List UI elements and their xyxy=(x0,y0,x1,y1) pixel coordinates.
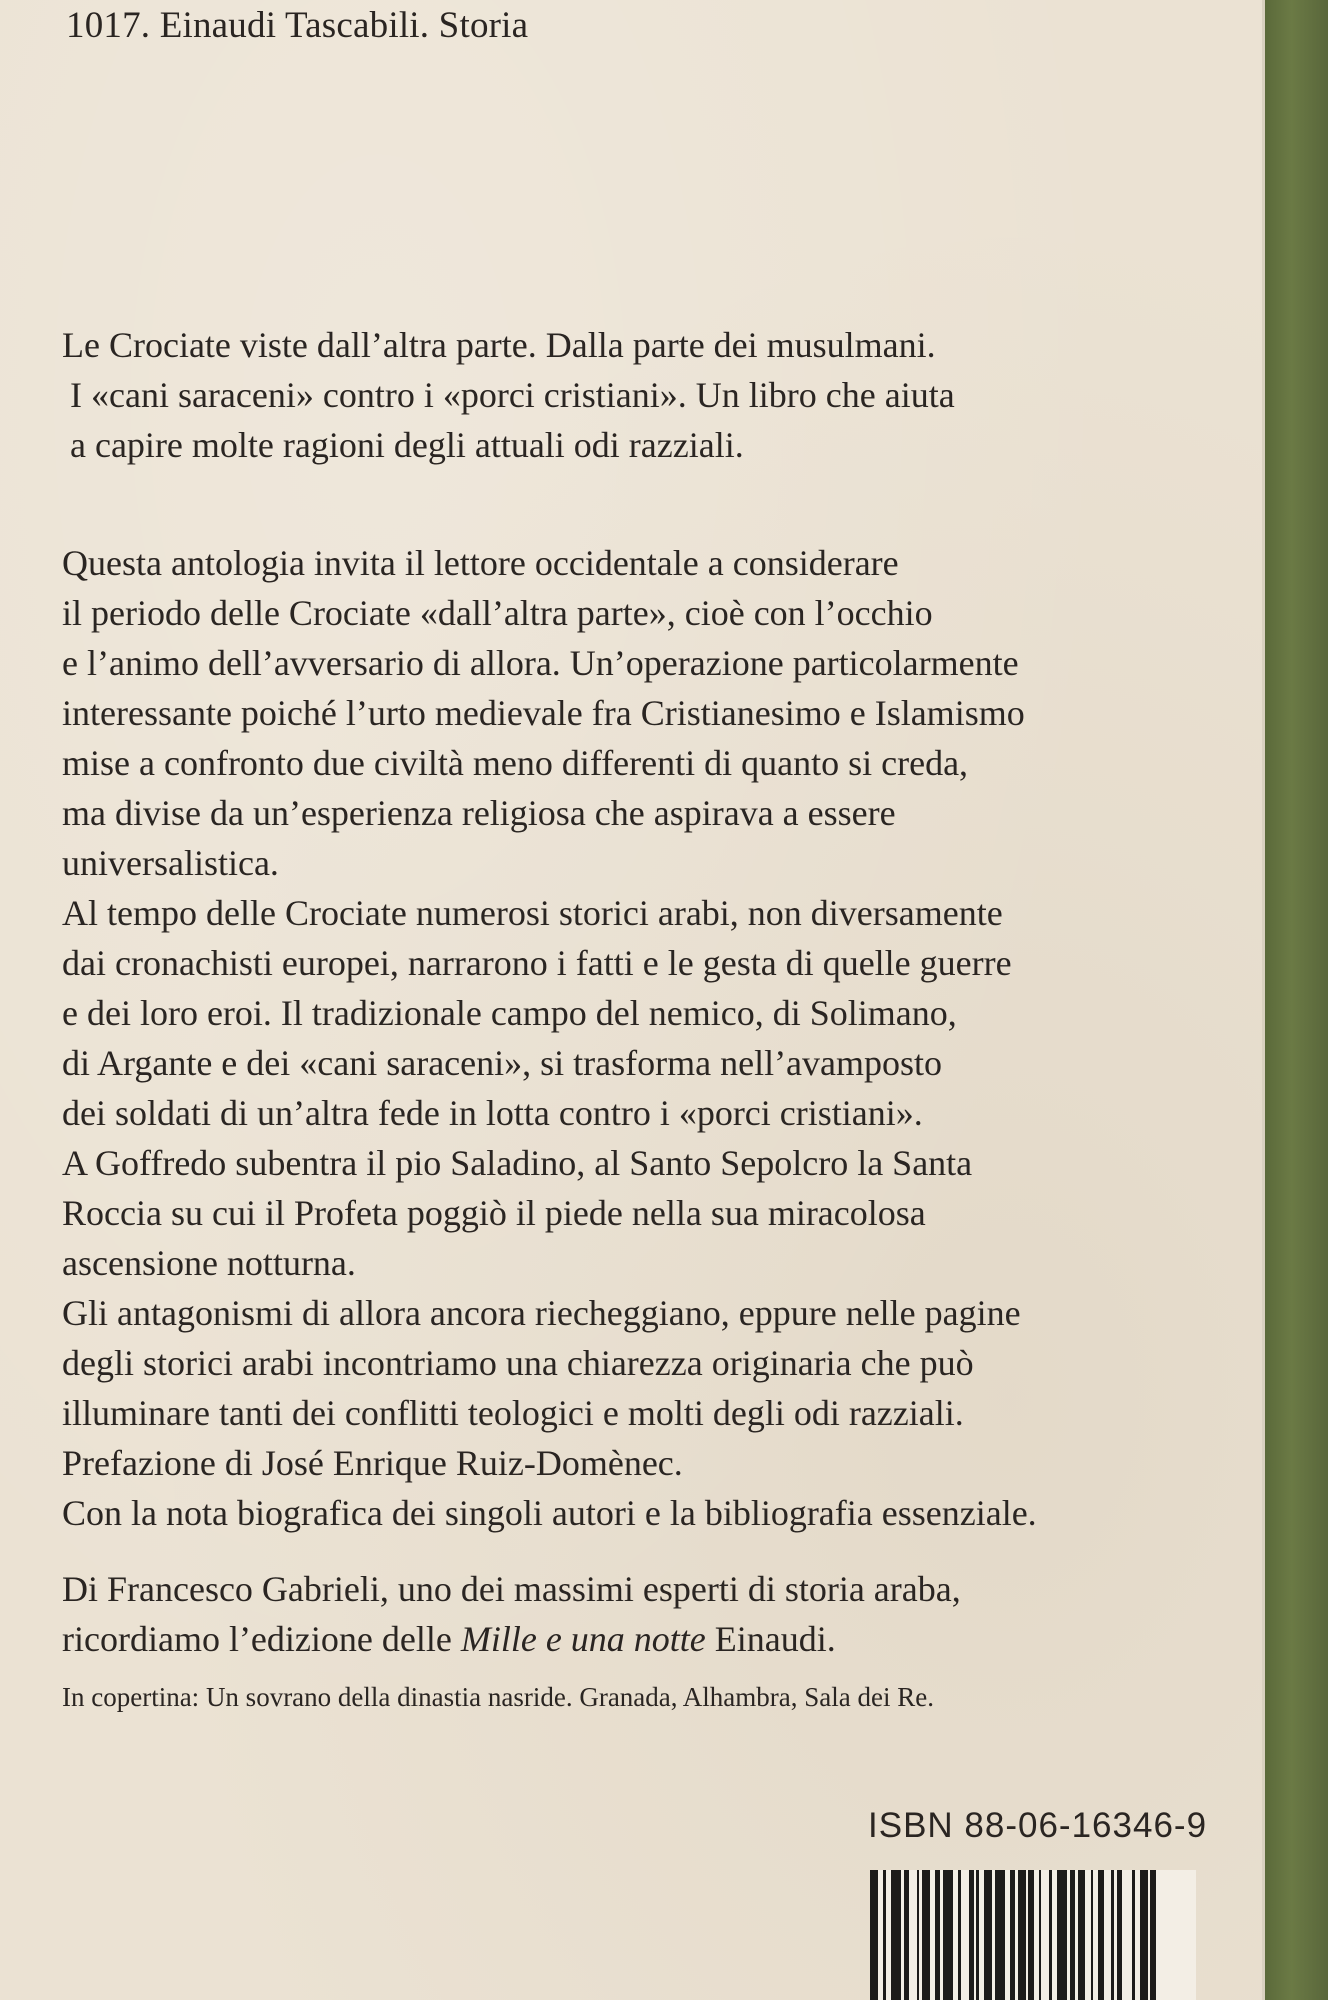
blurb-body xyxy=(62,538,1242,1538)
author-note-text: Einaudi. xyxy=(705,1619,836,1659)
body-line: Gli antagonismi di allora ancora riecheggiano, eppure nelle pagine xyxy=(62,1293,1021,1333)
barcode-gap xyxy=(1104,1870,1112,2000)
body-line: degli storici arabi incontriamo una chiarezza originaria che può xyxy=(62,1343,974,1383)
barcode-bar xyxy=(943,1870,953,2000)
barcode-bar xyxy=(995,1870,1005,2000)
barcode xyxy=(870,1870,1196,2000)
barcode-gap xyxy=(1122,1870,1132,2000)
barcode-gap xyxy=(909,1870,917,2000)
body-line: dei soldati di un’altra fede in lotta contro i «porci cristiani». xyxy=(62,1093,923,1133)
spine-edge xyxy=(1262,0,1328,2000)
body-line: di Argante e dei «cani saraceni», si trasforma nell’avamposto xyxy=(62,1043,943,1083)
isbn-label: ISBN 88-06-16346-9 xyxy=(868,1806,1208,1845)
barcode-bar xyxy=(1018,1870,1026,2000)
barcode-bar xyxy=(1140,1870,1148,2000)
body-line: A Goffredo subentra il pio Saladino, al Santo Sepolcro la Santa xyxy=(62,1143,973,1183)
series-title: 1017. Einaudi Tascabili. Storia xyxy=(66,5,529,46)
intro-line: Le Crociate viste dall’altra parte. Dalla parte dei musulmani. xyxy=(62,325,936,365)
barcode-bar xyxy=(1078,1870,1086,2000)
body-line: e l’animo dell’avversario di allora. Un’operazione particolarmente xyxy=(62,643,1019,683)
body-line: Al tempo delle Crociate numerosi storici arabi, non diversamente xyxy=(62,893,1003,933)
body-line: Prefazione di José Enrique Ruiz-Domènec. xyxy=(62,1443,683,1483)
author-note-line xyxy=(62,1614,1242,1664)
body-line: Con la nota biografica dei singoli autori e la bibliografia essenziale. xyxy=(62,1493,1037,1533)
barcode-bar xyxy=(870,1870,878,2000)
author-note-text: ricordiamo l’edizione delle xyxy=(62,1619,461,1659)
barcode-bar xyxy=(1057,1870,1067,2000)
body-line: universalistica. xyxy=(62,843,279,883)
barcode-bar xyxy=(984,1870,992,2000)
barcode-bar xyxy=(922,1870,930,2000)
body-line: mise a confronto due civiltà meno differenti di quanto si creda, xyxy=(62,743,969,783)
book-title-italic: Mille e una notte xyxy=(460,1619,706,1659)
barcode-gap xyxy=(961,1870,969,2000)
body-line: ascensione notturna. xyxy=(62,1243,356,1283)
body-line: interessante poiché l’urto medievale fra Cristianesimo e Islamismo xyxy=(62,693,1025,733)
body-line: e dei loro eroi. Il tradizionale campo del nemico, di Solimano, xyxy=(62,993,957,1033)
barcode-gap xyxy=(1041,1870,1049,2000)
blurb-intro xyxy=(62,320,1242,470)
author-note xyxy=(62,1564,1242,1664)
barcode-bar xyxy=(891,1870,901,2000)
body-line: illuminare tanti dei conflitti teologici e molti degli odi razziali. xyxy=(62,1393,964,1433)
body-line: Roccia su cui il Profeta poggiò il piede nella sua miracolosa xyxy=(62,1193,926,1233)
body-line: Questa antologia invita il lettore occidentale a considerare xyxy=(62,543,899,583)
cover-caption: In copertina: Un sovrano della dinastia nasride. Granada, Alhambra, Sala dei Re. xyxy=(62,1682,934,1712)
barcode-gap xyxy=(1156,1870,1159,2000)
body-line: ma divise da un’esperienza religiosa che aspirava a essere xyxy=(62,793,896,833)
intro-line: a capire molte ragioni degli attuali odi razziali. xyxy=(70,425,744,465)
body-line: il periodo delle Crociate «dall’altra parte», cioè con l’occhio xyxy=(62,593,933,633)
author-note-line: Di Francesco Gabrieli, uno dei massimi esperti di storia araba, xyxy=(62,1569,961,1609)
intro-line: I «cani saraceni» contro i «porci cristiani». Un libro che aiuta xyxy=(70,375,955,415)
body-line: dai cronachisti europei, narrarono i fatti e le gesta di quelle guerre xyxy=(62,943,1012,983)
